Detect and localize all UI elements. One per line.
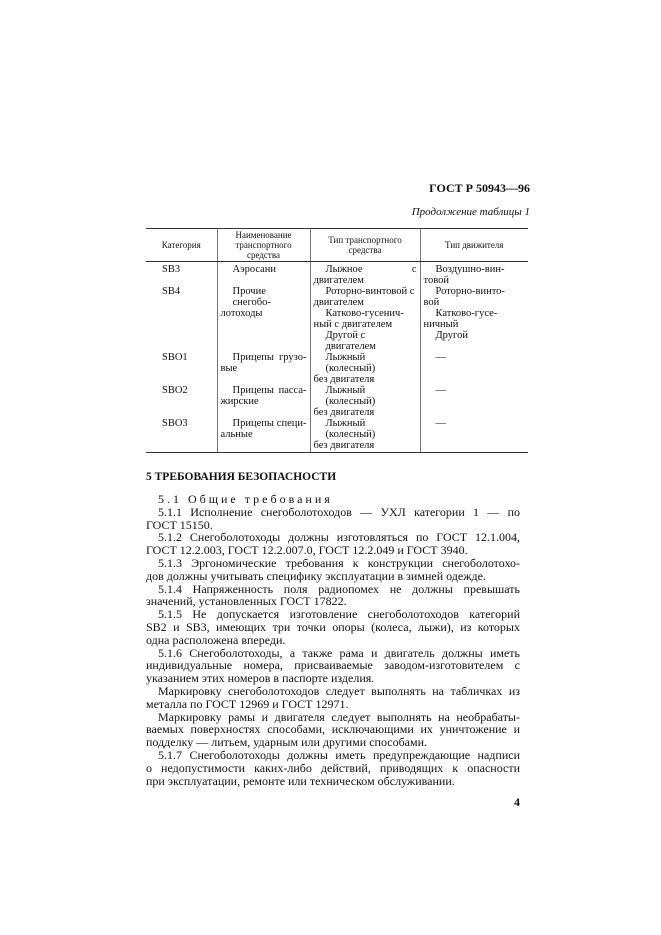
drive-cell [420, 385, 528, 418]
type-cell [310, 286, 420, 352]
paragraph [146, 647, 520, 685]
drive-line: — [435, 352, 446, 363]
paragraph [146, 531, 520, 557]
name-line: вые [220, 363, 238, 374]
name-cell [217, 418, 310, 453]
category-cell: SBO1 [162, 352, 188, 363]
drive-line: — [435, 418, 446, 429]
drive-cell [420, 262, 528, 287]
name-line: Прицепы грузо- [232, 352, 307, 363]
category-cell: SBO2 [162, 385, 188, 396]
table-header: Тип транспортного средства [310, 229, 420, 262]
paragraph-line: ваемых поверхностях способами, исключающими их уничтожение и [146, 722, 520, 737]
type-line: без двигателя [313, 440, 375, 451]
section-heading: 5 ТРЕБОВАНИЯ БЕЗОПАСНОСТИ [146, 471, 337, 483]
document-id: ГОСТ Р 50943—96 [429, 181, 530, 195]
category-cell: SB3 [162, 264, 181, 275]
name-line: лотоходы [220, 308, 263, 319]
table-header: Наименование транспортного средства [217, 229, 310, 262]
type-line: без двигателя [313, 374, 375, 385]
paragraph-line: индивидуальные номера, присваиваемые заводом-изготовителем с [146, 658, 520, 673]
paragraph [146, 711, 520, 749]
drive-line: Катково-гусе- [435, 308, 498, 319]
paragraph-line: при эксплуатации, ремонте или техническом обслуживании. [146, 773, 455, 788]
type-line: двигателем [313, 297, 364, 308]
subsection-heading: 5.1 Общие требования [158, 492, 333, 506]
table-row [146, 418, 528, 453]
paragraph-line: указанием этих номеров в паспорте изделия. [146, 671, 375, 686]
drive-line: товой [423, 275, 449, 286]
name-line: Прочие снегобо- [232, 286, 271, 308]
name-cell [217, 352, 310, 385]
name-line: Прицепы пасса- [232, 385, 307, 396]
category-cell: SB4 [162, 286, 181, 297]
type-line: Другой с двигателем [325, 330, 376, 352]
paragraph [146, 583, 520, 609]
document-page [146, 181, 530, 809]
type-cell [310, 385, 420, 418]
paragraph-line: металла по ГОСТ 12969 и ГОСТ 12971. [146, 696, 349, 711]
page-number: 4 [514, 795, 520, 810]
type-line: Роторно-винтовой с [325, 286, 415, 297]
table-continuation-label: Продолжение таблицы 1 [411, 206, 530, 218]
paragraph-line: ГОСТ 12.2.003, ГОСТ 12.2.007.0, ГОСТ 12.2.049 и ГОСТ 3940. [146, 543, 468, 558]
type-line: ный с двигателем [313, 319, 393, 330]
type-cell [310, 262, 420, 287]
name-cell [217, 385, 310, 418]
drive-cell [420, 352, 528, 385]
type-line: Лыжный (колесный) [325, 385, 376, 407]
drive-line: вой [423, 297, 440, 308]
name-cell [217, 262, 310, 287]
table-row [146, 286, 528, 352]
paragraph-line: ГОСТ 15150. [146, 517, 213, 532]
type-line: Лыжное с [325, 264, 417, 275]
table-header: Категория [146, 229, 217, 262]
paragraph-line: 5.1.2 Снегоболотоходы должны изготовляться по ГОСТ 12.1.004, [158, 530, 520, 545]
paragraph-line: 5.1.4 Напряженность поля радиопомех не должны превышать [158, 581, 520, 596]
paragraph-line: одна расположена впереди. [146, 632, 286, 647]
drive-cell [420, 418, 528, 453]
name-line: жирские [220, 396, 259, 407]
type-cell [310, 352, 420, 385]
drive-line: Воздушно-вин- [435, 264, 505, 275]
paragraph-line: 5.1.3 Эргономические требования к конструкции снегоболотохо- [158, 555, 520, 570]
paragraph-line: дов должны учитывать специфику эксплуатации в зимней одежде. [146, 568, 486, 583]
paragraph-line: Маркировку снегоболотоходов следует выполнять на табличках из [158, 683, 520, 698]
paragraph-line: 5.1.7 Снегоболотоходы должны иметь предупреждающие надписи [158, 747, 520, 762]
drive-line: Роторно-винто- [435, 286, 505, 297]
name-line: альные [220, 429, 253, 440]
name-line: Аэросани [232, 264, 277, 275]
type-cell [310, 418, 420, 453]
vehicle-category-table [146, 228, 528, 453]
type-line: без двигателя [313, 407, 375, 418]
paragraph-line: значений, установленных ГОСТ 17822. [146, 594, 347, 609]
type-line: двигателем [313, 275, 364, 286]
drive-cell [420, 286, 528, 352]
type-line: Катково-гусенич- [325, 308, 404, 319]
paragraph [146, 749, 520, 787]
paragraph [146, 685, 520, 711]
drive-line: Другой [435, 330, 468, 341]
section-body [146, 471, 520, 787]
table-header-row [146, 229, 528, 262]
category-cell: SBO3 [146, 418, 217, 453]
table-row [146, 385, 528, 418]
type-line: Лыжный (колесный) [325, 352, 376, 374]
paragraph-line: 5.1.1 Исполнение снегоболотоходов — УХЛ категории 1 — по [158, 504, 520, 519]
drive-line: ничный [423, 319, 459, 330]
name-cell [217, 286, 310, 352]
drive-line: — [435, 385, 446, 396]
table-header: Тип движителя [420, 229, 528, 262]
table-row [146, 352, 528, 385]
type-line: Лыжный (колесный) [325, 418, 376, 440]
paragraph [146, 557, 520, 583]
paragraph-line: 5.1.5 Не допускается изготовление снегоболотоходов категорий [158, 607, 520, 622]
paragraph-line: подделку — литьем, ударным или другими способами. [146, 735, 428, 750]
paragraph [146, 608, 520, 646]
paragraph-line: Маркировку рамы и двигателя следует выполнять на необрабаты- [158, 709, 520, 724]
paragraph-line: о недопустимости каких-либо действий, приводящих к опасности [146, 760, 520, 775]
table-row [146, 262, 528, 287]
paragraph [146, 506, 520, 532]
paragraph-line: 5.1.6 Снегоболотоходы, а также рама и двигатель должны иметь [158, 645, 520, 660]
paragraph-line: SB2 и SB3, имеющих три точки опоры (колеса, лыжи), из которых [146, 619, 520, 634]
name-line: Прицепы специ- [232, 418, 307, 429]
